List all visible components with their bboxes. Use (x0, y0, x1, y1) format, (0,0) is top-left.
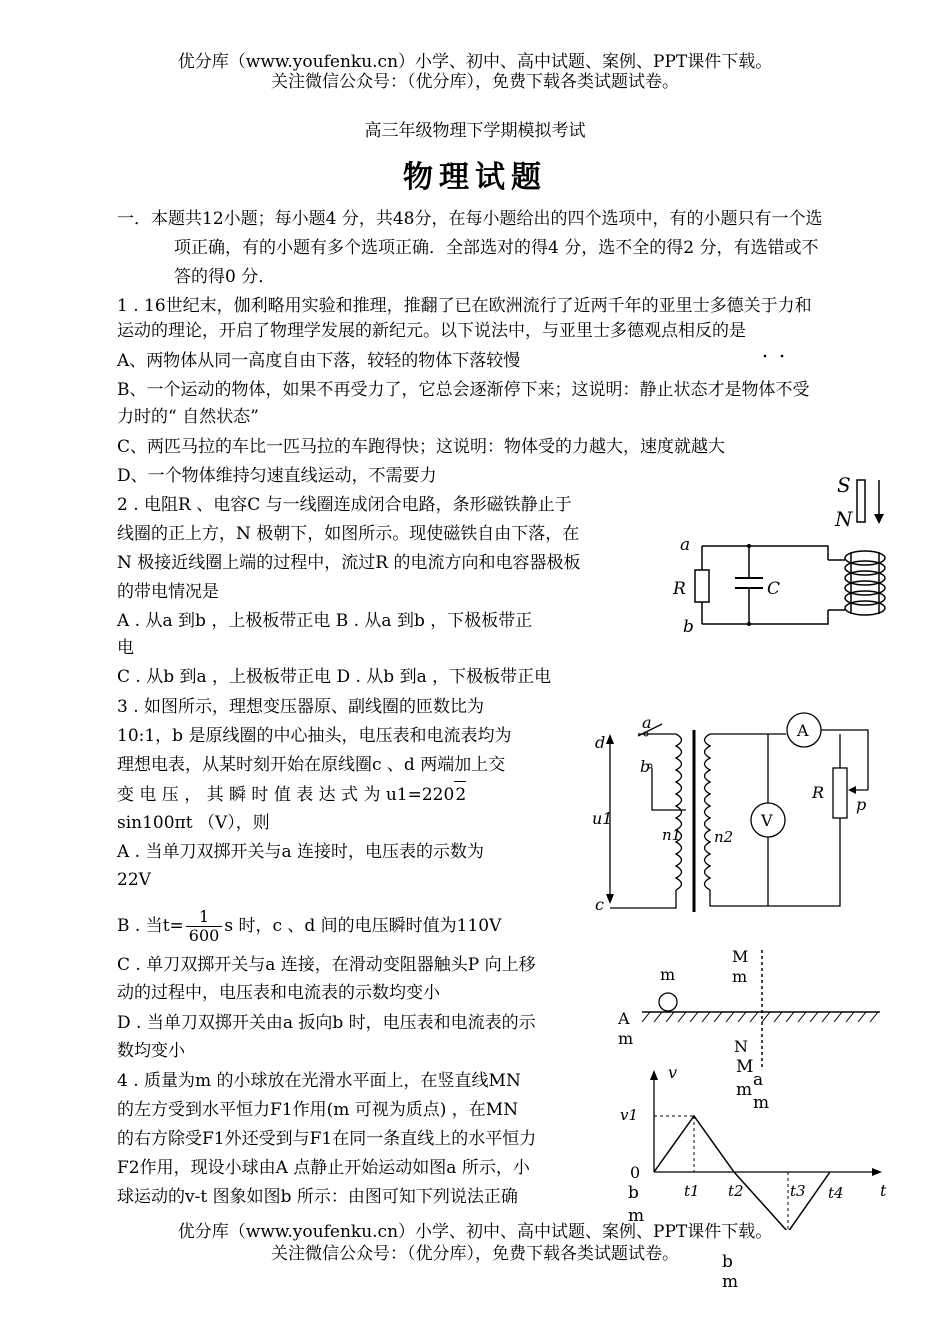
magnet-n-label: N (835, 507, 853, 531)
figure-label-m3: m (736, 1080, 753, 1100)
q3-option-a-line-2: 22V (117, 870, 151, 890)
q4-line-5: 球运动的v-t 图象如图b 所示：由图可知下列说法正确 (117, 1187, 518, 1207)
line-n-label: N (734, 1037, 748, 1056)
t4-label: t4 (828, 1184, 844, 1202)
point-a-label: A (618, 1009, 630, 1028)
q4-line-2: 的左方受到水平恒力F1作用(m 可视为质点) ，在MN (117, 1100, 519, 1120)
coil (845, 551, 885, 615)
fraction: $\frac{1}{600}$ (186, 908, 223, 945)
q4-figure-a (610, 940, 900, 1070)
ammeter-label: A (797, 721, 809, 740)
q1-option-a: A、两物体从同一高度自由下落，较轻的物体下落较慢 (117, 351, 521, 371)
emphasis-dots (762, 343, 786, 347)
t2-label: t2 (728, 1182, 744, 1200)
t1-label: t1 (684, 1182, 700, 1200)
q4-line-4: F2作用，现设小球由A 点静止开始运动如图a 所示，小 (117, 1158, 530, 1178)
q3-option-c-line-1: C . 单刀双掷开关与a 连接，在滑动变阻器触头P 向上移 (117, 955, 536, 975)
figure-b-label: b (628, 1183, 639, 1203)
q4-line-1: 4 . 质量为m 的小球放在光滑水平面上，在竖直线MN (117, 1071, 521, 1091)
q3-option-b: B . 当t= $\frac{1}{600}$ s 时，c 、d 间的电压瞬时值为110V (117, 907, 502, 945)
q3-transformer-figure (590, 710, 890, 920)
q3-option-d-line-1: D . 当单刀双掷开关由a 扳向b 时，电压表和电流表的示 (117, 1013, 536, 1033)
voltmeter-label: V (761, 811, 773, 830)
switch-a-label: a (642, 713, 652, 732)
q3-option-a-line-1: A . 当单刀双掷开关与a 连接时，电压表的示数为 (117, 842, 485, 862)
point-a-sub: m (618, 1029, 634, 1048)
q1-option-c: C、两匹马拉的车比一匹马拉的车跑得快；这说明：物体受的力越大，速度就越大 (117, 437, 726, 457)
q4-figure-b-vt-graph (610, 1060, 900, 1230)
u1-label: u1 (592, 809, 613, 828)
instructions-line-3: 答的得0 分． (174, 267, 276, 287)
q2-line-1: 2 . 电阻R 、电容C 与一线圈连成闭合电路，条形磁铁静止于 (117, 495, 572, 515)
origin-label: 0 (630, 1163, 641, 1182)
slider-p-label: p (856, 795, 867, 814)
q3-line-5: sin100πt （V），则 (117, 813, 270, 833)
q4-line-3: 的右方除受F1外还受到与F1在同一条直线上的水平恒力 (117, 1129, 537, 1149)
sqrt-symbol: 2 (454, 781, 466, 808)
figure-b-sub: m (628, 1206, 645, 1226)
q2-option-ab-line-1: A . 从a 到b ，上极板带正电 B . 从a 到b ，下极板带正 (117, 611, 533, 631)
arrow-head (874, 514, 884, 524)
q3-line-3: 理想电表，从某时刻开始在原线圈c 、d 两端加上交 (117, 755, 506, 775)
footer-line-2: 关注微信公众号：（优分库），免费下载各类试题试卷。 (271, 1244, 679, 1264)
v1-label: v1 (620, 1106, 639, 1124)
node-a-label: a (680, 535, 691, 555)
axis-t-label: t (880, 1181, 887, 1200)
q2-line-4: 的带电情况是 (117, 582, 219, 602)
resistor-r (695, 570, 709, 602)
q3-line-1: 3 . 如图所示，理想变压器原、副线圈的匝数比为 (117, 697, 485, 717)
axis-v-label: v (668, 1063, 678, 1082)
overlap-label-b: b (722, 1252, 733, 1272)
resistor-label: R (673, 579, 686, 599)
q1-line-1: 1 . 16世纪末，伽利略用实验和推理，推翻了已在欧洲流行了近两千年的亚里士多德关于力和 (117, 296, 812, 316)
t3-label: t3 (790, 1182, 806, 1200)
exam-subtitle: 高三年级物理下学期模拟考试 (364, 121, 586, 141)
figure-label-a-sub: m (753, 1093, 770, 1113)
terminal-c-label: c (595, 895, 604, 914)
instructions-line-1: 一．本题共12小题；每小题4 分，共48分，在每小题给出的四个选项中，有的小题只有一个选 (117, 209, 823, 229)
rheostat-r (833, 768, 847, 818)
bottom-wire (702, 610, 828, 624)
line-m-sub: m (732, 967, 748, 986)
q1-line-2: 运动的理论，开启了物理学发展的新纪元。以下说法中，与亚里士多德观点相反的是 (117, 321, 746, 341)
ball-m-label: m (660, 965, 676, 984)
q3-line-2: 10:1，b 是原线圈的中心抽头，电压表和电流表均为 (117, 726, 512, 746)
n1-label: n1 (662, 826, 682, 844)
primary-coil (676, 734, 682, 890)
bar-magnet (857, 480, 865, 522)
q2-option-ab-line-2: 电 (117, 638, 134, 658)
q1-option-b-line-1: B、一个运动的物体，如果不再受力了，它总会逐渐停下来；这说明：静止状态才是物体不受 (117, 380, 810, 400)
q1-option-b-line-2: 力时的“ 自然状态” (117, 407, 259, 427)
q3-option-d-line-2: 数均变小 (117, 1041, 185, 1061)
figure-label-m2: M (736, 1057, 754, 1077)
ball (659, 993, 677, 1011)
q1-option-d: D、一个物体维持匀速直线运动，不需要力 (117, 466, 437, 486)
node-b-label: b (683, 617, 694, 637)
vt-line (654, 1116, 788, 1230)
secondary-coil (705, 734, 711, 890)
q2-line-3: N 极接近线圈上端的过程中，流过R 的电流方向和电容器极板 (117, 553, 581, 573)
slider-p (848, 786, 856, 794)
n2-label: n2 (714, 828, 734, 846)
line-m-label: M (732, 947, 749, 966)
q2-line-2: 线圈的正上方，N 极朝下，如图所示。现使磁铁自由下落，在 (117, 524, 580, 544)
overlap-label-m: m (722, 1272, 739, 1292)
instructions-line-2: 项正确，有的小题有多个选项正确．全部选对的得4 分，选不全的得2 分，有选错或不 (174, 238, 819, 258)
q2-circuit-figure (665, 470, 895, 640)
q3-line-4: 变 电 压 ， 其 瞬 时 值 表 达 式 为 u1=2202 (117, 781, 466, 808)
header-line-1: 优分库（www.youfenku.cn）小学、初中、高中试题、案例、PPT课件下载。 (177, 52, 773, 72)
top-wire (702, 546, 828, 560)
footer-line-1: 优分库（www.youfenku.cn）小学、初中、高中试题、案例、PPT课件下载。 (177, 1222, 773, 1242)
q2-option-cd: C . 从b 到a ，上极板带正电 D . 从b 到a ，下极板带正电 (117, 667, 552, 687)
magnet-s-label: S (837, 473, 851, 497)
header-line-2: 关注微信公众号：（优分库），免费下载各类试题试卷。 (271, 72, 679, 92)
q3-option-c-line-2: 动的过程中，电压表和电流表的示数均变小 (117, 983, 440, 1003)
terminal-d-label: d (595, 733, 606, 752)
switch-b-label: b (640, 757, 651, 776)
exam-title: 物理试题 (403, 160, 547, 195)
figure-label-a: a (753, 1070, 764, 1090)
rheostat-label: R (812, 783, 825, 802)
capacitor-label: C (767, 579, 781, 599)
